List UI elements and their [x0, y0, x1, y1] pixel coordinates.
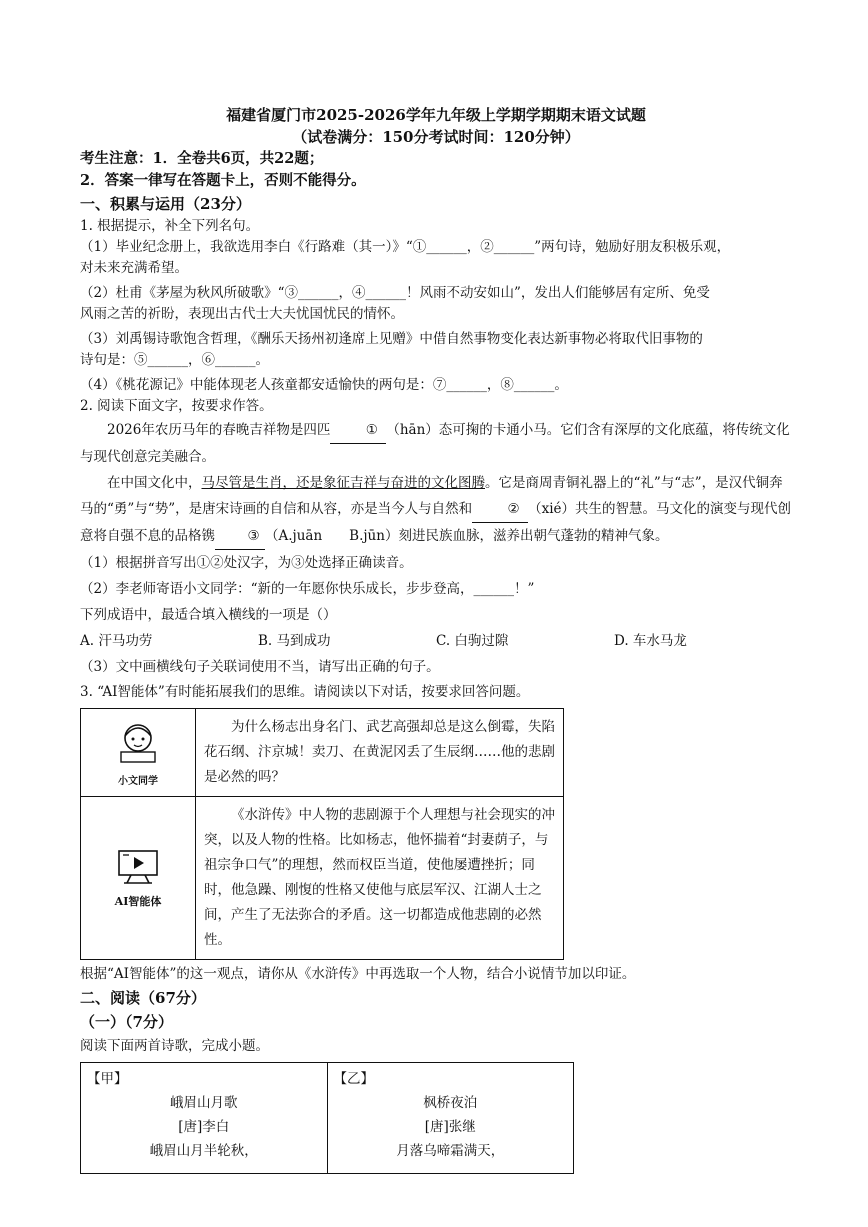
ai-text-cell: [196, 797, 564, 960]
blank: ______: [298, 285, 339, 301]
blank-1: ①: [330, 417, 386, 444]
student-avatar-icon: [115, 718, 161, 766]
q3-task: 根据“AI智能体”的这一观点，请你从《水浒传》中再选取一个人物，结合小说情节加以印证。: [80, 966, 636, 982]
ai-monitor-icon: [115, 847, 161, 887]
q1-item-2: （2）杜甫《茅屋为秋风所破歌》“③______，④______！风雨不动安如山”，发出人们能够居有定所、免受 风雨之苦的祈盼，表现出古代士大夫忧国忧民的情怀。: [80, 285, 710, 322]
student-question: 为什么杨志出身名门、武艺高强却总是这么倒霉，失陷花石纲、汴京城！卖刀、在黄泥冈丢了生辰纲……他的悲剧是必然的吗？: [204, 719, 555, 785]
q1-item-1: （1）毕业纪念册上，我欲选用李白《行路难（其一）》“①______，②______”两句诗，勉励好朋友积极乐观， 对未来充满希望。: [80, 239, 731, 276]
dialogue-table: [80, 708, 564, 960]
poem-a-tag: 【甲】: [87, 1071, 128, 1087]
blank: ______: [147, 352, 188, 368]
part-1-title: （一）（7分）: [80, 1013, 173, 1031]
poem-a-author: [唐]李白: [178, 1119, 230, 1135]
choice-a: A. 汗马功劳: [80, 633, 153, 649]
underlined-sentence: 马尽管是生肖，还是象征吉祥与奋进的文化图腾: [201, 475, 485, 491]
poem-b-line-1: 月落乌啼霜满天，: [396, 1143, 505, 1159]
ai-answer: 《水浒传》中人物的悲剧源于个人理想与社会现实的冲突，以及人物的性格。比如杨志，他怀揣着“封妻荫子，与祖宗争口气”的理想，然而权臣当道，使他屡遭挫折；同时，他急躁、刚愎的性格又使他与底层军汉、江湖人士之间，产生了无法弥合的矛盾。这一切都造成他悲剧的必然性。: [204, 807, 555, 948]
q2-sub-2: （2）李老师寄语小文同学：“新的一年愿你快乐成长，步步登高，______！”: [80, 581, 535, 597]
blank: ______: [493, 239, 535, 255]
q2-paragraph-2: 在中国文化中，马尽管是生肖，还是象征吉祥与奋进的文化图腾。它是商周青铜礼器上的“礼”与“志”，是汉代铜奔马的“勇”与“势”，是唐宋诗画的自信和从容，亦是当今人与自然和 ② （xié）共生的智慧。马文化的演变与现代创意将自强不息的品格镌 ③ （A.juān B.jūn）刻进民族血脉，滋养出朝气蓬勃的精神气象。: [80, 470, 792, 550]
q1-stem: 1. 根据提示，补全下列名句。: [80, 218, 260, 234]
blank: ______: [473, 581, 514, 597]
choice-d: D. 车水马龙: [614, 633, 687, 649]
blank: ______: [215, 352, 256, 368]
notice-line-1: 考生注意：1．全卷共6页，共22题；: [80, 150, 324, 167]
exam-title: 福建省厦门市2025-2026学年九年级上学期学期期末语文试题: [226, 106, 646, 124]
blank-3: ③: [215, 523, 265, 550]
blank: ______: [426, 239, 467, 255]
poem-a-title: 峨眉山月歌: [170, 1095, 238, 1111]
poem-b-title: 枫桥夜泊: [423, 1095, 478, 1111]
reading-instruction: 阅读下面两首诗歌，完成小题。: [80, 1038, 269, 1054]
ai-icon-cell: [81, 797, 196, 960]
choice-b: B. 马到成功: [258, 633, 331, 649]
notice-line-2: 2．答案一律写在答题卡上，否则不能得分。: [80, 172, 366, 189]
section-2-title: 二、阅读（67分）: [80, 989, 206, 1007]
poem-a-line-1: 峨眉山月半轮秋，: [149, 1143, 258, 1159]
q2-sub-2-prompt: 下列成语中，最适合填入横线的一项是（）: [80, 607, 337, 623]
q1-item-3: （3）刘禹锡诗歌饱含哲理，《酬乐天扬州初逢席上见赠》中借自然事物变化表达新事物必将取代旧事物的 诗句是：⑤______，⑥______。: [80, 331, 703, 368]
q2-paragraph-1: 2026年农历马年的春晚吉祥物是四匹 ① （hān）态可掬的卡通小马。它们含有深厚的文化底蕴，将传统文化与现代创意完美融合。: [80, 417, 792, 470]
blank: ______: [365, 285, 406, 301]
poem-b-tag: 【乙】: [333, 1071, 374, 1087]
section-1-title: 一、积累与运用（23分）: [80, 195, 251, 213]
q2-sub-3: （3）文中画横线句子关联词使用不当，请写出正确的句子。: [80, 659, 440, 675]
q2-sub-1: （1）根据拼音写出①②处汉字，为③处选择正确读音。: [80, 555, 413, 571]
q1-item-4: （4）《桃花源记》中能体现老人孩童都安适愉快的两句是：⑦______，⑧______。: [80, 377, 568, 393]
student-text-cell: [196, 709, 564, 797]
blank: ______: [446, 377, 487, 393]
poem-b-author: [唐]张继: [424, 1119, 476, 1135]
choice-c: C. 白驹过隙: [436, 633, 509, 649]
poem-a-cell: [81, 1063, 328, 1174]
student-icon-cell: [81, 709, 196, 797]
blank-2: ②: [472, 496, 528, 523]
q3-stem: 3. “AI智能体”有时能拓展我们的思维。请阅读以下对话，按要求回答问题。: [80, 684, 530, 700]
poems-table: [80, 1062, 574, 1174]
q2-stem: 2. 阅读下面文字，按要求作答。: [80, 398, 273, 414]
poem-b-cell: [327, 1063, 574, 1174]
blank: ______: [513, 377, 555, 393]
exam-subtitle: （试卷满分：150分考试时间：120分钟）: [292, 128, 580, 146]
exam-page: [80, 104, 792, 1174]
q2-choices: [80, 628, 792, 654]
student-label: 小文同学: [118, 776, 158, 787]
ai-label: AI智能体: [114, 895, 162, 908]
